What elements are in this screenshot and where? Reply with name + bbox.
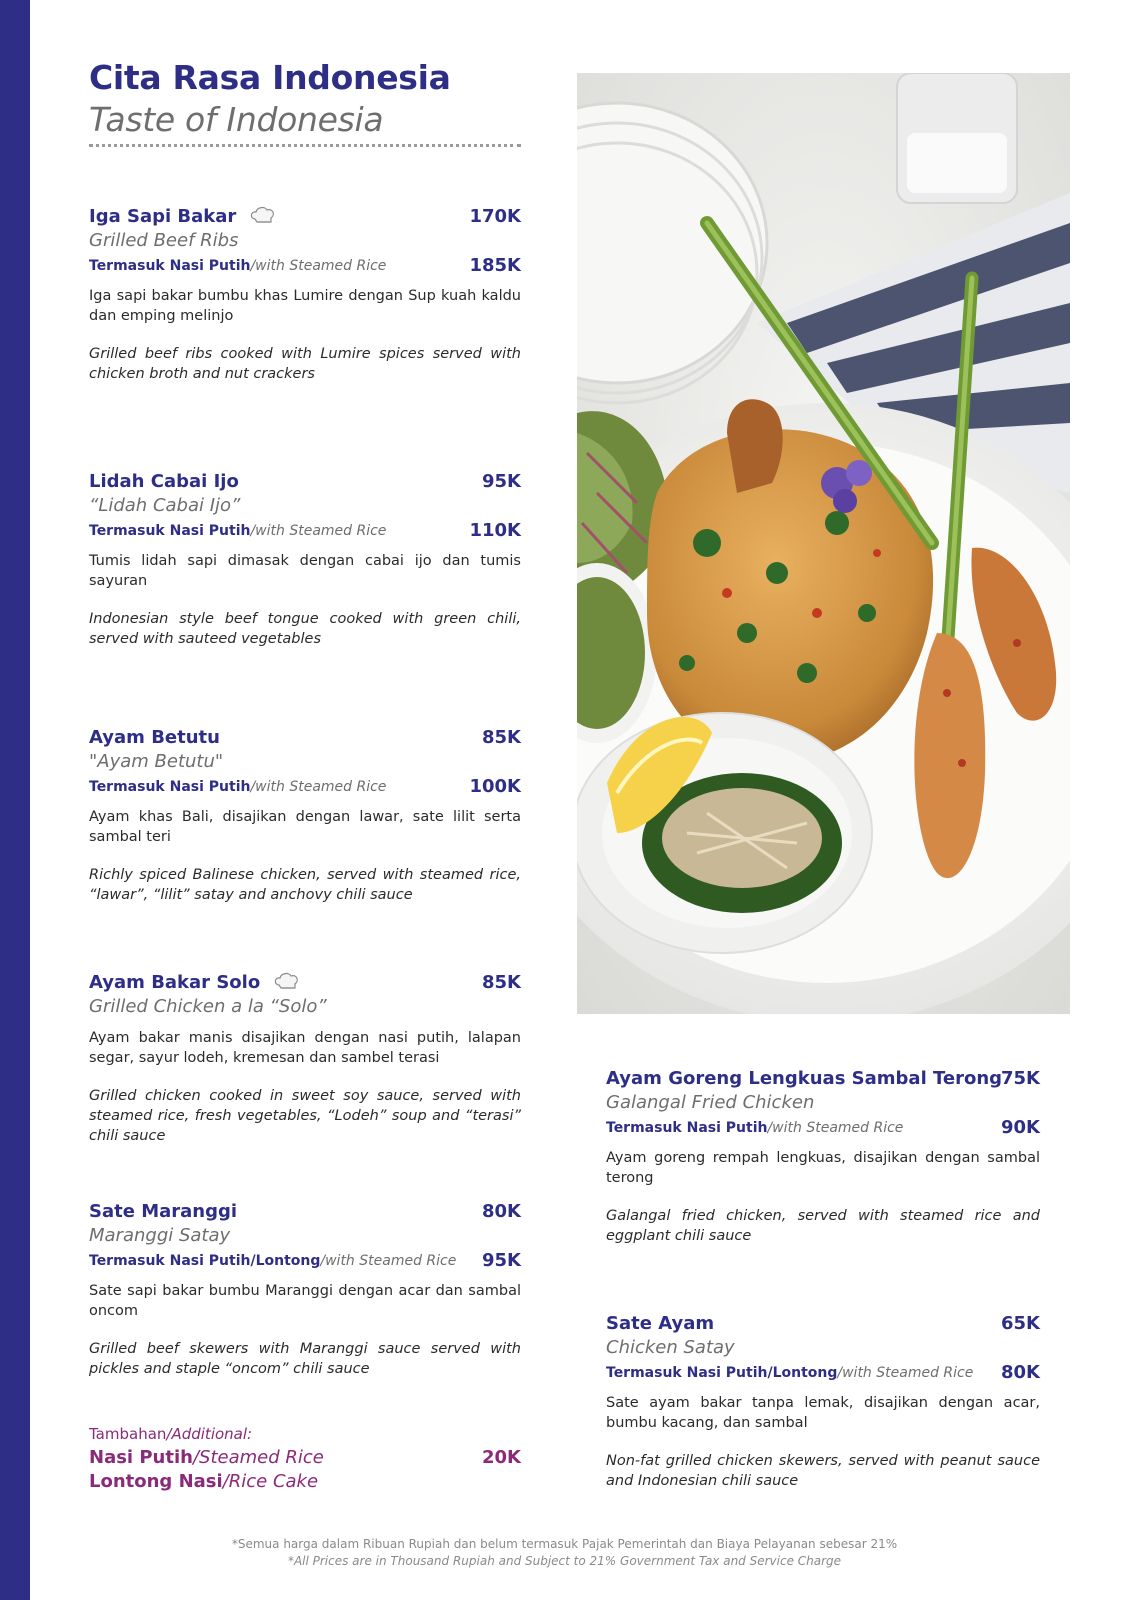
item-name: Ayam Betutu [89, 727, 220, 748]
item-name: Lidah Cabai Ijo [89, 471, 239, 492]
chef-hat-icon [273, 971, 301, 993]
item-name: Ayam Bakar Solo [89, 972, 261, 993]
rice-note: Termasuk Nasi Putih [89, 523, 251, 539]
menu-item-lidah-cabai-ijo [89, 471, 521, 649]
side-color-bar [0, 0, 30, 1600]
additional-item-lontong-nasi: Lontong Nasi/Rice Cake [89, 1471, 319, 1492]
item-name: Sate Ayam [606, 1313, 715, 1334]
item-price: 85K [482, 972, 521, 993]
item-english-name: Maranggi Satay [89, 1225, 231, 1246]
rice-note: Termasuk Nasi Putih/Lontong [606, 1365, 838, 1381]
item-description-english: Non-fat grilled chicken skewers, served with peanut sauce and Indonesian chili sauce [606, 1453, 1040, 1489]
item-price: 65K [1001, 1313, 1040, 1334]
item-english-name: Galangal Fried Chicken [606, 1092, 815, 1113]
item-price: 170K [469, 206, 521, 227]
item-price: 95K [482, 471, 521, 492]
footer-note-indonesian: *Semua harga dalam Ribuan Rupiah dan belum termasuk Pajak Pemerintah dan Biaya Pelayanan sebesar 21% [231, 1537, 898, 1551]
item-description-english: Grilled beef skewers with Maranggi sauce served with pickles and staple “oncom” chili sauce [89, 1341, 521, 1377]
additional-label: Tambahan/Additional: [89, 1425, 253, 1443]
item-description-english: Galangal fried chicken, served with steamed rice and eggplant chili sauce [606, 1208, 1040, 1244]
item-name: Ayam Goreng Lengkuas Sambal Terong [606, 1068, 1003, 1089]
menu-item-sate-maranggi [89, 1201, 521, 1379]
item-english-name: Chicken Satay [606, 1337, 735, 1358]
item-description: Sate sapi bakar bumbu Maranggi dengan acar dan sambal oncom [89, 1283, 521, 1319]
item-price: 80K [482, 1201, 521, 1222]
item-english-name: Grilled Chicken a la “Solo” [89, 996, 327, 1017]
item-name: Iga Sapi Bakar [89, 206, 237, 227]
rice-note-english: /with Steamed Rice [250, 258, 387, 274]
dotted-divider [89, 144, 521, 147]
item-description: Ayam khas Bali, disajikan dengan lawar, sate lilit serta sambal teri [89, 809, 521, 845]
item-price: 85K [482, 727, 521, 748]
additional-item-nasi-putih: Nasi Putih/Steamed Rice 20K [89, 1447, 521, 1468]
food-photo [577, 73, 1070, 1014]
item-description-english: Grilled beef ribs cooked with Lumire spices served with chicken broth and nut crackers [89, 346, 521, 382]
rice-note-english: /with Steamed Rice [767, 1120, 904, 1136]
item-description: Ayam goreng rempah lengkuas, disajikan dengan sambal terong [606, 1150, 1040, 1186]
rice-price: 80K [1001, 1362, 1040, 1383]
item-english-name: Grilled Beef Ribs [89, 230, 239, 251]
rice-note: Termasuk Nasi Putih [89, 779, 251, 795]
rice-price: 110K [469, 520, 521, 541]
item-english-name: "Ayam Betutu" [89, 751, 224, 772]
rice-note-english: /with Steamed Rice [250, 779, 387, 795]
page-subtitle: Taste of Indonesia [89, 100, 384, 139]
item-description: Tumis lidah sapi dimasak dengan cabai ijo dan tumis sayuran [89, 553, 521, 589]
menu-item-sate-ayam [606, 1313, 1040, 1491]
rice-note-english: /with Steamed Rice [837, 1365, 974, 1381]
additional-price: 20K [482, 1447, 521, 1468]
item-description-english: Richly spiced Balinese chicken, served with steamed rice, “lawar”, “lilit” satay and anchovy chili sauce [89, 867, 521, 903]
rice-note-english: /with Steamed Rice [250, 523, 387, 539]
menu-item-ayam-goreng-lengkuas [606, 1068, 1040, 1246]
rice-note-english: /with Steamed Rice [320, 1253, 457, 1269]
footer-note-english: *All Prices are in Thousand Rupiah and Subject to 21% Government Tax and Service Charge [287, 1554, 842, 1568]
item-name: Sate Maranggi [89, 1201, 238, 1222]
item-description: Sate ayam bakar tanpa lemak, disajikan dengan acar, bumbu kacang, dan sambal [606, 1395, 1040, 1431]
item-description: Iga sapi bakar bumbu khas Lumire dengan Sup kuah kaldu dan emping melinjo [89, 288, 521, 324]
item-english-name: “Lidah Cabai Ijo” [89, 495, 241, 516]
chef-hat-icon [249, 205, 277, 227]
menu-item-iga-sapi-bakar [89, 206, 521, 384]
item-price: 75K [1001, 1068, 1040, 1089]
rice-note: Termasuk Nasi Putih/Lontong [89, 1253, 321, 1269]
rice-note: Termasuk Nasi Putih [606, 1120, 768, 1136]
item-description-english: Indonesian style beef tongue cooked with green chili, served with sauteed vegetables [89, 611, 521, 647]
item-description-english: Grilled chicken cooked in sweet soy sauce, served with steamed rice, fresh vegetables, “Lodeh” soup and “terasi” chili sauce [89, 1088, 521, 1144]
rice-note: Termasuk Nasi Putih [89, 258, 251, 274]
rice-price: 95K [482, 1250, 521, 1271]
menu-item-ayam-betutu [89, 727, 521, 905]
rice-price: 100K [469, 776, 521, 797]
rice-price: 185K [469, 255, 521, 276]
item-description: Ayam bakar manis disajikan dengan nasi putih, lalapan segar, sayur lodeh, kremesan dan sambel terasi [89, 1030, 521, 1066]
additional-section [89, 1425, 521, 1495]
page-title: Cita Rasa Indonesia [89, 58, 451, 97]
menu-item-ayam-bakar-solo [89, 972, 521, 1146]
rice-price: 90K [1001, 1117, 1040, 1138]
